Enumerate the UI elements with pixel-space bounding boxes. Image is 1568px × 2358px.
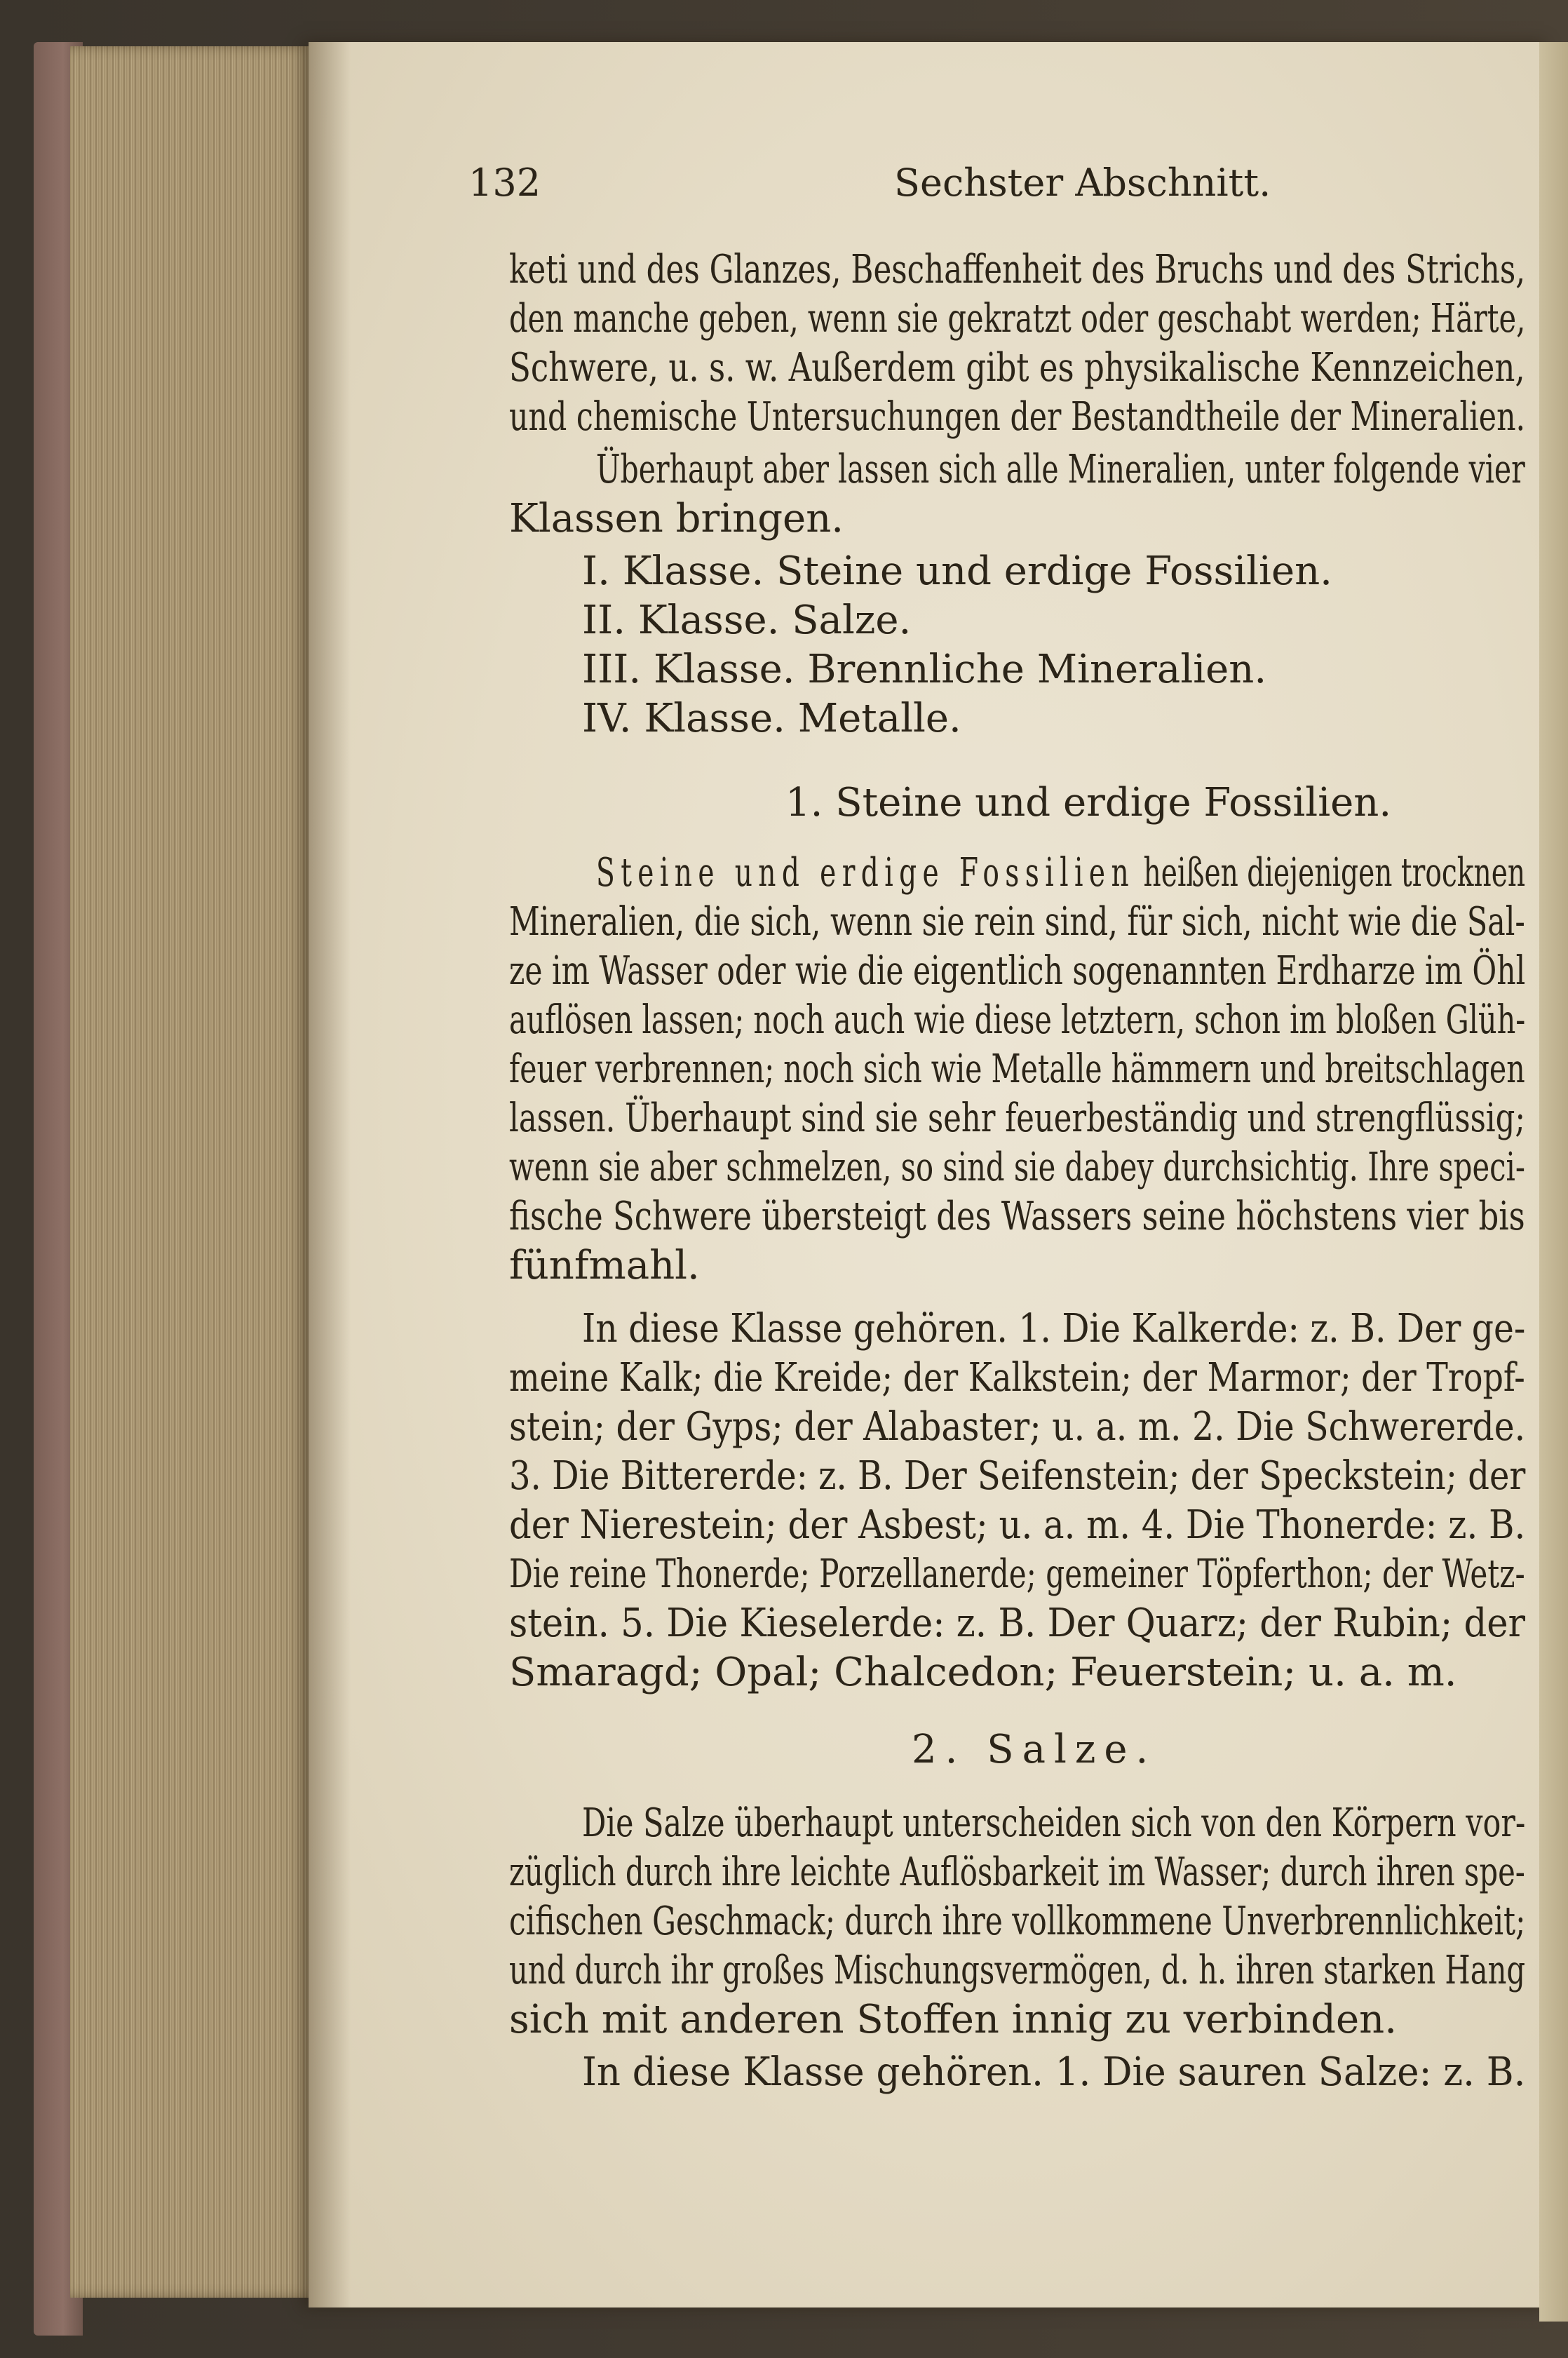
section1-para1-line-8: fische Schwere übersteigt des Wassers seine höchstens vier bis [509,1194,1525,1239]
intro-para2-line-2: Klassen bringen. [509,496,844,541]
section1-lead-term: Steine und erdige Fossilien [596,850,1135,896]
section1-para2-line-6: Die reine Thonerde; Porzellanerde; gemeiner Töpferthon; der Wetz- [509,1551,1525,1597]
section1-para1-line-2: Mineralien, die sich, wenn sie rein sind, für sich, nicht wie die Sal- [509,899,1525,945]
section1-para1-first-line [596,849,1525,898]
section1-para1-line-6: lassen. Überhaupt sind sie sehr feuerbeständig und strengflüssig; [509,1096,1525,1141]
section1-para1-line-4: auflösen lassen; noch auch wie diese letztern, schon im bloßen Glüh- [509,997,1526,1043]
section1-para2-line-1: In diese Klasse gehören. 1. Die Kalkerde: z. B. Der ge- [582,1306,1526,1352]
section1-lead-rest: heißen diejenigen trocknen [1135,850,1526,896]
section1-para2-line-3: stein; der Gyps; der Alabaster; u. a. m. 2. Die Schwererde. [509,1404,1526,1450]
section2-para1-line-5: sich mit anderen Stoffen innig zu verbinden. [509,1997,1397,2042]
section2-para1-line-4: und durch ihr großes Mischungsvermögen, d. h. ihren starken Hang [509,1948,1526,1993]
section1-para2-line-2: meine Kalk; die Kreide; der Kalkstein; der Marmor; der Tropf- [509,1355,1525,1401]
section2-para1-line-3: cifischen Geschmack; durch ihre vollkommene Unverbrennlichkeit; [509,1899,1526,1944]
section2-para2-line-1: In diese Klasse gehören. 1. Die sauren Salze: z. B. [582,2049,1526,2095]
intro-line-3: Schwere, u. s. w. Außerdem gibt es physikalische Kennzeichen, [509,345,1525,391]
class-item-2: II. Klasse. Salze. [582,598,912,643]
section1-para2-line-4: 3. Die Bittererde: z. B. Der Seifenstein; der Speckstein; der [509,1453,1526,1499]
section1-para2-line-7: stein. 5. Die Kieselerde: z. B. Der Quarz; der Rubin; der [509,1601,1526,1646]
section1-para2-line-5: der Nierestein; der Asbest; u. a. m. 4. Die Thonerde: z. B. [509,1502,1526,1548]
class-item-4: IV. Klasse. Metalle. [582,696,961,741]
intro-line-1: keti und des Glanzes, Beschaffenheit des Bruchs und des Strichs, [509,247,1526,292]
class-item-3: III. Klasse. Brennliche Mineralien. [582,647,1267,692]
section1-para2-line-8: Smaragd; Opal; Chalcedon; Feuerstein; u. a. m. [509,1650,1457,1695]
section2-para1-line-2: züglich durch ihre leichte Auflösbarkeit im Wasser; durch ihren spe- [509,1850,1525,1895]
section2-heading: 2. Salze. [912,1727,1157,1772]
section1-para1-line-3: ze im Wasser oder wie die eigentlich sogenannten Erdharze im Öhl [509,948,1526,994]
intro-line-4: und chemische Untersuchungen der Bestandtheile der Mineralien. [509,394,1526,440]
section1-para1-line-5: feuer verbrennen; noch sich wie Metalle hämmern und breitschlagen [509,1046,1525,1092]
running-title: Sechster Abschnitt. [894,161,1271,205]
class-item-1: I. Klasse. Steine und erdige Fossilien. [582,548,1332,594]
page-number: 132 [468,161,541,205]
intro-line-2: den manche geben, wenn sie gekratzt oder geschabt werden; Härte, [509,296,1526,342]
section2-para1-line-1: Die Salze überhaupt unterscheiden sich von den Körpern vor- [582,1800,1526,1846]
section1-para1-line-7: wenn sie aber schmelzen, so sind sie dabey durchsichtig. Ihre speci- [509,1145,1525,1190]
intro-para2-line-1: Überhaupt aber lassen sich alle Mineralien, unter folgende vier [596,447,1525,492]
section1-heading: 1. Steine und erdige Fossilien. [785,780,1392,826]
section1-para1-line-9: fünfmahl. [509,1243,700,1288]
